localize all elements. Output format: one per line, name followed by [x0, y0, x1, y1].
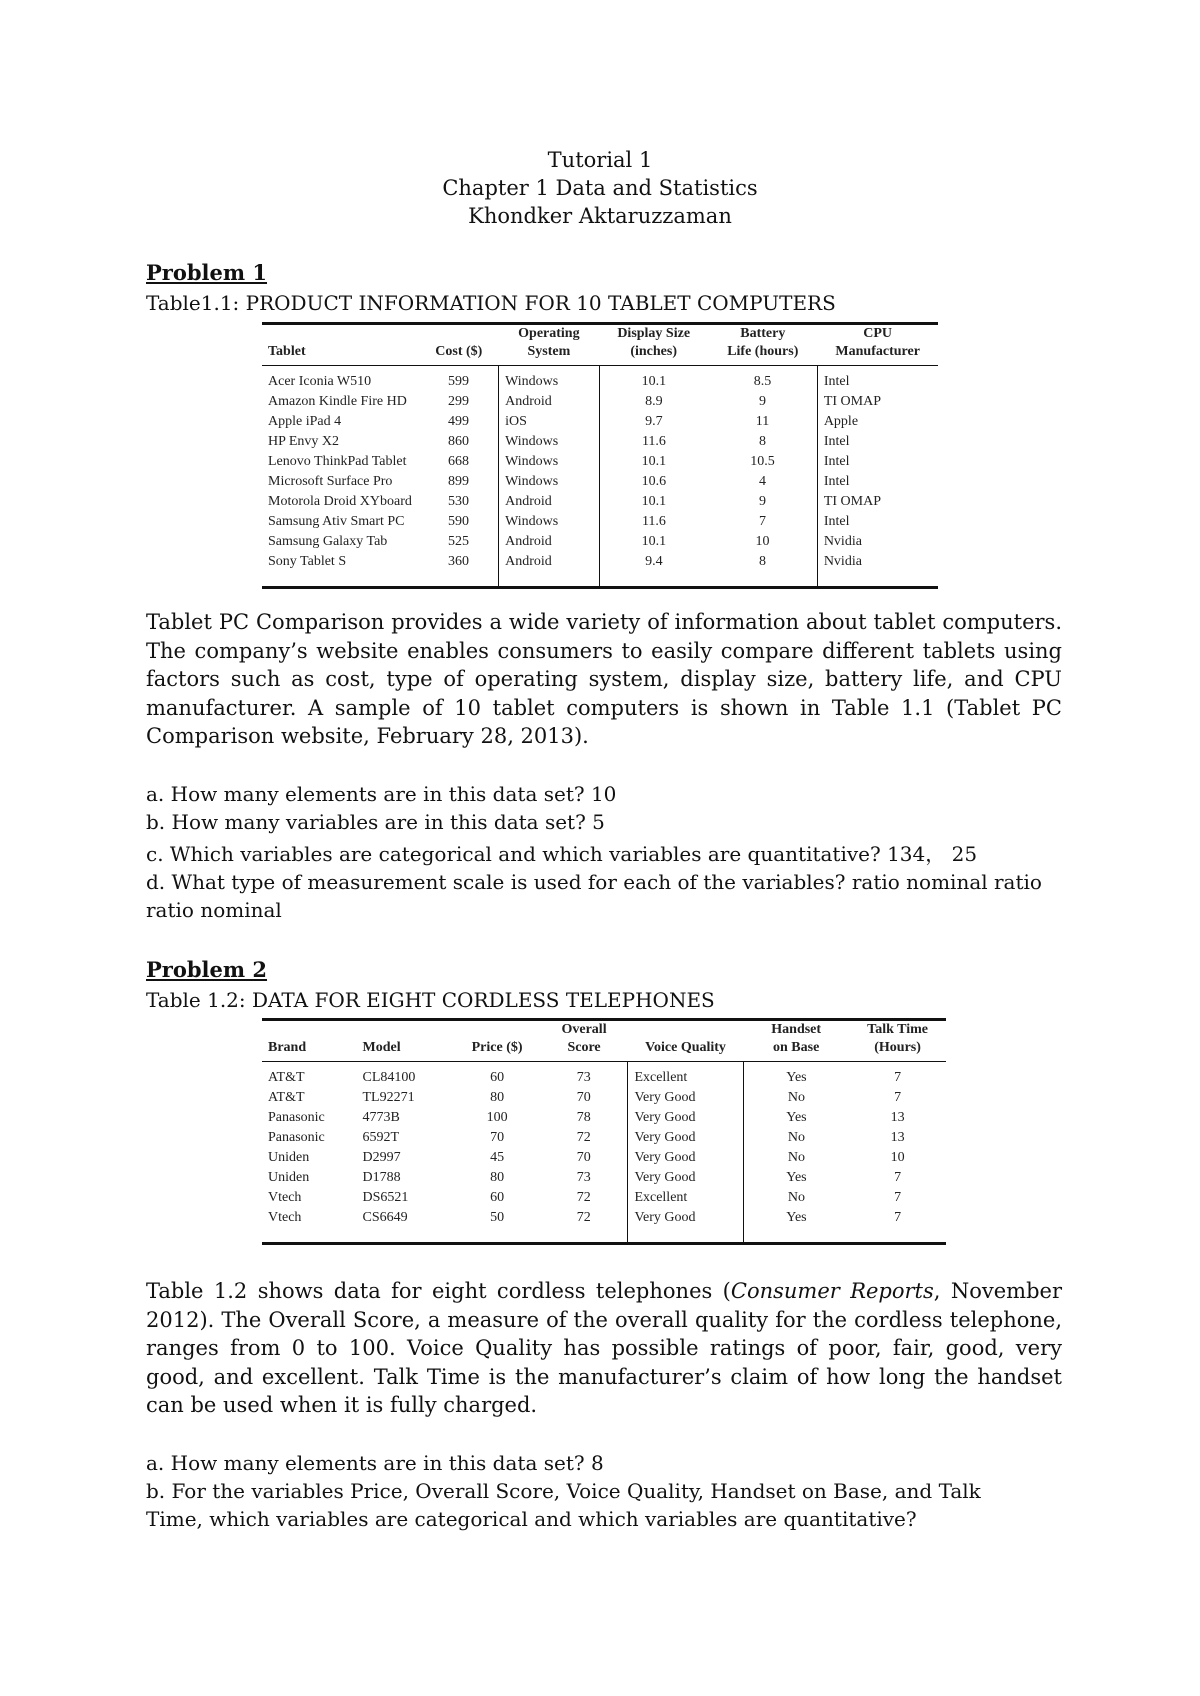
table-cell: 8 — [759, 554, 767, 569]
table-row — [262, 366, 938, 393]
table-header-row — [262, 324, 938, 366]
table-cell: Windows — [499, 452, 599, 472]
table-cell: Samsung Galaxy Tab — [268, 534, 388, 549]
table-row — [262, 532, 938, 552]
table-cell: CL84100 — [362, 1070, 416, 1085]
table-cell: Excellent — [628, 1188, 743, 1208]
table-cell: 4 — [759, 474, 767, 489]
table-cell: Android — [499, 392, 599, 412]
table-cell: iOS — [499, 412, 599, 432]
table-cell: 7 — [894, 1190, 902, 1205]
column-header: Talk Time (Hours) — [867, 1022, 928, 1055]
table-cell: 8.5 — [753, 374, 772, 389]
table-row — [262, 1062, 946, 1089]
table-row — [262, 412, 938, 432]
table-cell: 4773B — [362, 1110, 400, 1125]
table-cell: 60 — [490, 1070, 505, 1085]
table-cell: AT&T — [268, 1070, 305, 1085]
table-cell: Amazon Kindle Fire HD — [268, 394, 407, 409]
table-cell: Apple — [817, 412, 938, 432]
table-cell: Very Good — [628, 1208, 743, 1244]
table-cell: 70 — [576, 1090, 591, 1105]
table-cell: No — [743, 1148, 849, 1168]
question-b: b. For the variables Price, Overall Score, Voice Quality, Handset on Base, and Talk — [146, 1479, 981, 1503]
table-cell: Very Good — [628, 1168, 743, 1188]
table-cell: 668 — [448, 454, 470, 469]
table-cell: Intel — [817, 366, 938, 393]
table-cell: Lenovo ThinkPad Tablet — [268, 454, 407, 469]
table-row — [262, 1088, 946, 1108]
table-cell: No — [743, 1128, 849, 1148]
description-text: Table 1.2 shows data for eight cordless telephones ( — [146, 1279, 731, 1303]
column-header: Price ($) — [471, 1040, 523, 1055]
column-header: Operating System — [518, 326, 580, 359]
table-cell: D1788 — [362, 1170, 401, 1185]
column-header: Voice Quality — [645, 1040, 726, 1055]
table-cell: Apple iPad 4 — [268, 414, 342, 429]
question-d: d. What type of measurement scale is used for each of the variables? ratio nominal ratio — [146, 870, 1042, 894]
table-cell: 8 — [759, 434, 767, 449]
table-cell: Sony Tablet S — [268, 554, 347, 569]
table-cell: Panasonic — [268, 1110, 325, 1125]
table-cell: Very Good — [628, 1128, 743, 1148]
table-cell: Windows — [499, 432, 599, 452]
table-cell: Intel — [817, 452, 938, 472]
table-row — [262, 432, 938, 452]
table-row — [262, 552, 938, 588]
table-cell: Samsung Ativ Smart PC — [268, 514, 405, 529]
table-cell: No — [743, 1088, 849, 1108]
table-cell: TI OMAP — [817, 492, 938, 512]
table-row — [262, 1128, 946, 1148]
table-cell: 73 — [576, 1170, 591, 1185]
table-cell: Nvidia — [817, 532, 938, 552]
table-cell: 9.7 — [599, 412, 708, 432]
table-cell: Nvidia — [817, 552, 938, 588]
question-d-continued: ratio nominal — [146, 898, 282, 922]
column-header: Tablet — [268, 344, 306, 359]
table-cell: Uniden — [268, 1170, 310, 1185]
table-cell: 10.6 — [599, 472, 708, 492]
table-cell: 80 — [490, 1170, 505, 1185]
table-cell: Acer Iconia W510 — [268, 374, 372, 389]
table-1-1-caption: Table1.1: PRODUCT INFORMATION FOR 10 TABLET COMPUTERS — [146, 291, 836, 315]
table-cell: 100 — [486, 1110, 508, 1125]
table-cell: 9 — [759, 494, 767, 509]
table-cell: 9 — [759, 394, 767, 409]
chapter-title: Chapter 1 Data and Statistics — [442, 176, 758, 200]
table-cell: TI OMAP — [817, 392, 938, 412]
table-cell: 7 — [894, 1170, 902, 1185]
table-1-2-caption: Table 1.2: DATA FOR EIGHT CORDLESS TELEPHONES — [146, 988, 715, 1012]
column-header: Cost ($) — [435, 344, 483, 359]
problem-1-questions — [146, 780, 1076, 924]
table-cell: 7 — [894, 1090, 902, 1105]
question-b-continued: Time, which variables are categorical and which variables are quantitative? — [146, 1507, 917, 1531]
problem-1-description: Tablet PC Comparison provides a wide variety of information about tablet computers. The company’s website enables consumers to easily compare different tablets using factors such as cost, type of operating system, display size, battery life, and CPU manufacturer. A sample of 10 tablet computers is shown in Table 1.1 (Tablet PC Comparison website, February 28, 2013). — [146, 610, 1062, 748]
table-cell: Very Good — [628, 1108, 743, 1128]
table-cell: 6592T — [362, 1130, 400, 1145]
table-cell: No — [743, 1188, 849, 1208]
question-b: b. How many variables are in this data set? 5 — [146, 810, 605, 834]
table-cell: 78 — [576, 1110, 591, 1125]
table-cell: 72 — [576, 1210, 591, 1225]
table-cell: Intel — [817, 472, 938, 492]
table-cell: 45 — [490, 1150, 505, 1165]
table-cell: Windows — [499, 512, 599, 532]
table-cell: Motorola Droid XYboard — [268, 494, 412, 509]
table-cell: 8.9 — [599, 392, 708, 412]
column-header: Handset on Base — [771, 1022, 822, 1055]
title-block — [0, 146, 1200, 230]
author-name: Khondker Aktaruzzaman — [468, 204, 732, 228]
question-c: c. Which variables are categorical and which variables are quantitative? 134， 25 — [146, 842, 978, 866]
table-cell: Yes — [743, 1208, 849, 1244]
table-cell: 13 — [890, 1110, 905, 1125]
table-cell: Very Good — [628, 1088, 743, 1108]
description-text-continued: , November 2012). The Overall Score, a measure of the overall quality for the cordless telephone, ranges from 0 to 100. Voice Quality has possible ratings of poor, fair, good, very good, and excellent. Talk Time is the manufacturer’s claim of how long the handset can be used when it is fully charged. — [146, 1279, 1062, 1417]
table-cell: Windows — [499, 366, 599, 393]
question-a: a. How many elements are in this data set? 10 — [146, 782, 617, 806]
table-cell: 10.5 — [750, 454, 775, 469]
question-a: a. How many elements are in this data set? 8 — [146, 1451, 604, 1475]
table-cell: 72 — [576, 1190, 591, 1205]
column-header: Display Size (inches) — [617, 326, 691, 359]
table-cell: Very Good — [628, 1148, 743, 1168]
column-header: Brand — [268, 1040, 307, 1055]
table-cell: Intel — [817, 512, 938, 532]
table-cell: 499 — [448, 414, 470, 429]
table-cell: Vtech — [268, 1190, 302, 1205]
tablet-table — [262, 322, 938, 589]
column-header: Model — [362, 1040, 401, 1055]
table-row — [262, 1108, 946, 1128]
table-cell: 11.6 — [599, 432, 708, 452]
table-cell: 525 — [448, 534, 470, 549]
table-cell: 7 — [894, 1070, 902, 1085]
table-cell: Yes — [743, 1108, 849, 1128]
telephone-table — [262, 1018, 946, 1245]
table-cell: 360 — [448, 554, 470, 569]
table-row — [262, 512, 938, 532]
table-row — [262, 492, 938, 512]
table-cell: TL92271 — [362, 1090, 415, 1105]
table-row — [262, 472, 938, 492]
table-cell: 50 — [490, 1210, 505, 1225]
source-citation: Consumer Reports — [730, 1279, 934, 1303]
table-cell: 70 — [490, 1130, 505, 1145]
table-cell: 530 — [448, 494, 470, 509]
column-header: Battery Life (hours) — [727, 326, 799, 359]
table-cell: 590 — [448, 514, 470, 529]
table-cell: 70 — [576, 1150, 591, 1165]
table-cell: 10.1 — [599, 492, 708, 512]
table-cell: 11 — [755, 414, 770, 429]
table-cell: Yes — [743, 1062, 849, 1089]
table-cell: HP Envy X2 — [268, 434, 340, 449]
column-header: Overall Score — [561, 1022, 607, 1055]
table-row — [262, 1188, 946, 1208]
table-row — [262, 452, 938, 472]
table-row — [262, 1148, 946, 1168]
table-cell: Uniden — [268, 1150, 310, 1165]
table-cell: 11.6 — [599, 512, 708, 532]
table-cell: 899 — [448, 474, 470, 489]
table-cell: 599 — [448, 374, 470, 389]
table-cell: 13 — [890, 1130, 905, 1145]
document-title: Tutorial 1 — [547, 148, 653, 172]
table-cell: 60 — [490, 1190, 505, 1205]
table-cell: 10.1 — [599, 366, 708, 393]
table-cell: 7 — [894, 1210, 902, 1225]
table-cell: Panasonic — [268, 1130, 325, 1145]
table-header-row — [262, 1020, 946, 1062]
table-cell: Yes — [743, 1168, 849, 1188]
problem-2-questions — [146, 1449, 1076, 1533]
table-cell: Vtech — [268, 1210, 302, 1225]
table-cell: AT&T — [268, 1090, 305, 1105]
table-cell: Microsoft Surface Pro — [268, 474, 393, 489]
problem-2-heading: Problem 2 — [146, 957, 268, 982]
problem-1-heading: Problem 1 — [146, 260, 268, 285]
table-cell: DS6521 — [362, 1190, 409, 1205]
table-cell: 72 — [576, 1130, 591, 1145]
table-row — [262, 1168, 946, 1188]
table-cell: Intel — [817, 432, 938, 452]
table-row — [262, 1208, 946, 1244]
table-cell: 860 — [448, 434, 470, 449]
table-row — [262, 392, 938, 412]
table-cell: CS6649 — [362, 1210, 408, 1225]
table-cell: 10.1 — [599, 532, 708, 552]
table-cell: 80 — [490, 1090, 505, 1105]
table-cell: 10 — [890, 1150, 905, 1165]
table-cell: Excellent — [628, 1062, 743, 1089]
table-cell: 10.1 — [599, 452, 708, 472]
table-cell: 10 — [755, 534, 770, 549]
table-cell: D2997 — [362, 1150, 401, 1165]
table-cell: Android — [499, 552, 599, 588]
table-cell: Windows — [499, 472, 599, 492]
table-cell: 299 — [448, 394, 470, 409]
problem-2-description — [146, 1277, 1062, 1420]
table-cell: 9.4 — [599, 552, 708, 588]
table-cell: 7 — [759, 514, 767, 529]
table-cell: 73 — [576, 1070, 591, 1085]
table-cell: Android — [499, 532, 599, 552]
column-header: CPU Manufacturer — [835, 326, 920, 359]
table-cell: Android — [499, 492, 599, 512]
